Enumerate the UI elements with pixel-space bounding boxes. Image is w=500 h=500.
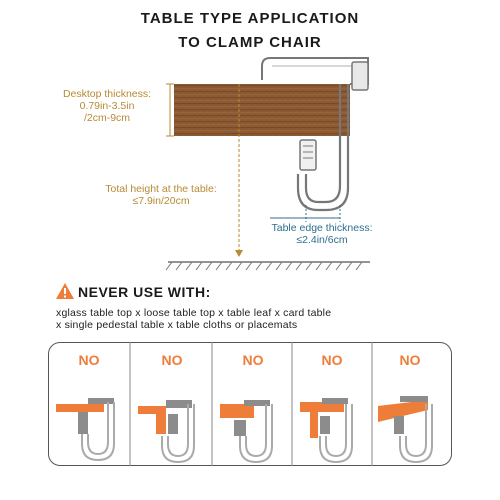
example-loose-top (138, 400, 194, 462)
title-line-2: TO CLAMP CHAIR (178, 34, 322, 51)
total-height-title: Total height at the table: (105, 183, 217, 195)
warning-heading: NEVER USE WITH: (78, 284, 211, 300)
edge-thickness-label (252, 222, 392, 246)
example-tablecloth (378, 396, 432, 462)
clamp-end-cap (352, 62, 368, 90)
example-card-table (300, 398, 352, 462)
desktop-thickness-metric: /2cm-9cm (83, 112, 131, 124)
desktop-thickness-title: Desktop thickness: (62, 88, 152, 100)
edge-thickness-title: Table edge thickness: (271, 222, 373, 234)
desktop-thickness-imperial: 0.79in-3.5in (79, 100, 135, 112)
example-glass-top (56, 398, 114, 460)
total-height-label (84, 183, 238, 207)
clamp-screw-knob (300, 140, 316, 170)
warning-list (56, 307, 476, 331)
example-5-no-label: NO (399, 352, 421, 368)
example-2-no-label: NO (161, 352, 183, 368)
warning-triangle-icon (56, 283, 74, 299)
desktop-thickness-label (48, 88, 166, 124)
example-table-leaf (220, 400, 272, 462)
example-1-no-label: NO (78, 352, 100, 368)
total-height-value: ≤7.9in/20cm (132, 195, 190, 207)
title-line-1: TABLE TYPE APPLICATION (140, 10, 360, 27)
warning-list-line-2: x single pedestal table x table cloths or placemats (56, 319, 298, 331)
warning-list-line-1: xglass table top x loose table top x table leaf x card table (56, 307, 332, 319)
edge-thickness-value: ≤2.4in/6cm (296, 234, 348, 246)
example-4-no-label: NO (321, 352, 343, 368)
table-top (174, 84, 350, 136)
example-3-no-label: NO (242, 352, 264, 368)
